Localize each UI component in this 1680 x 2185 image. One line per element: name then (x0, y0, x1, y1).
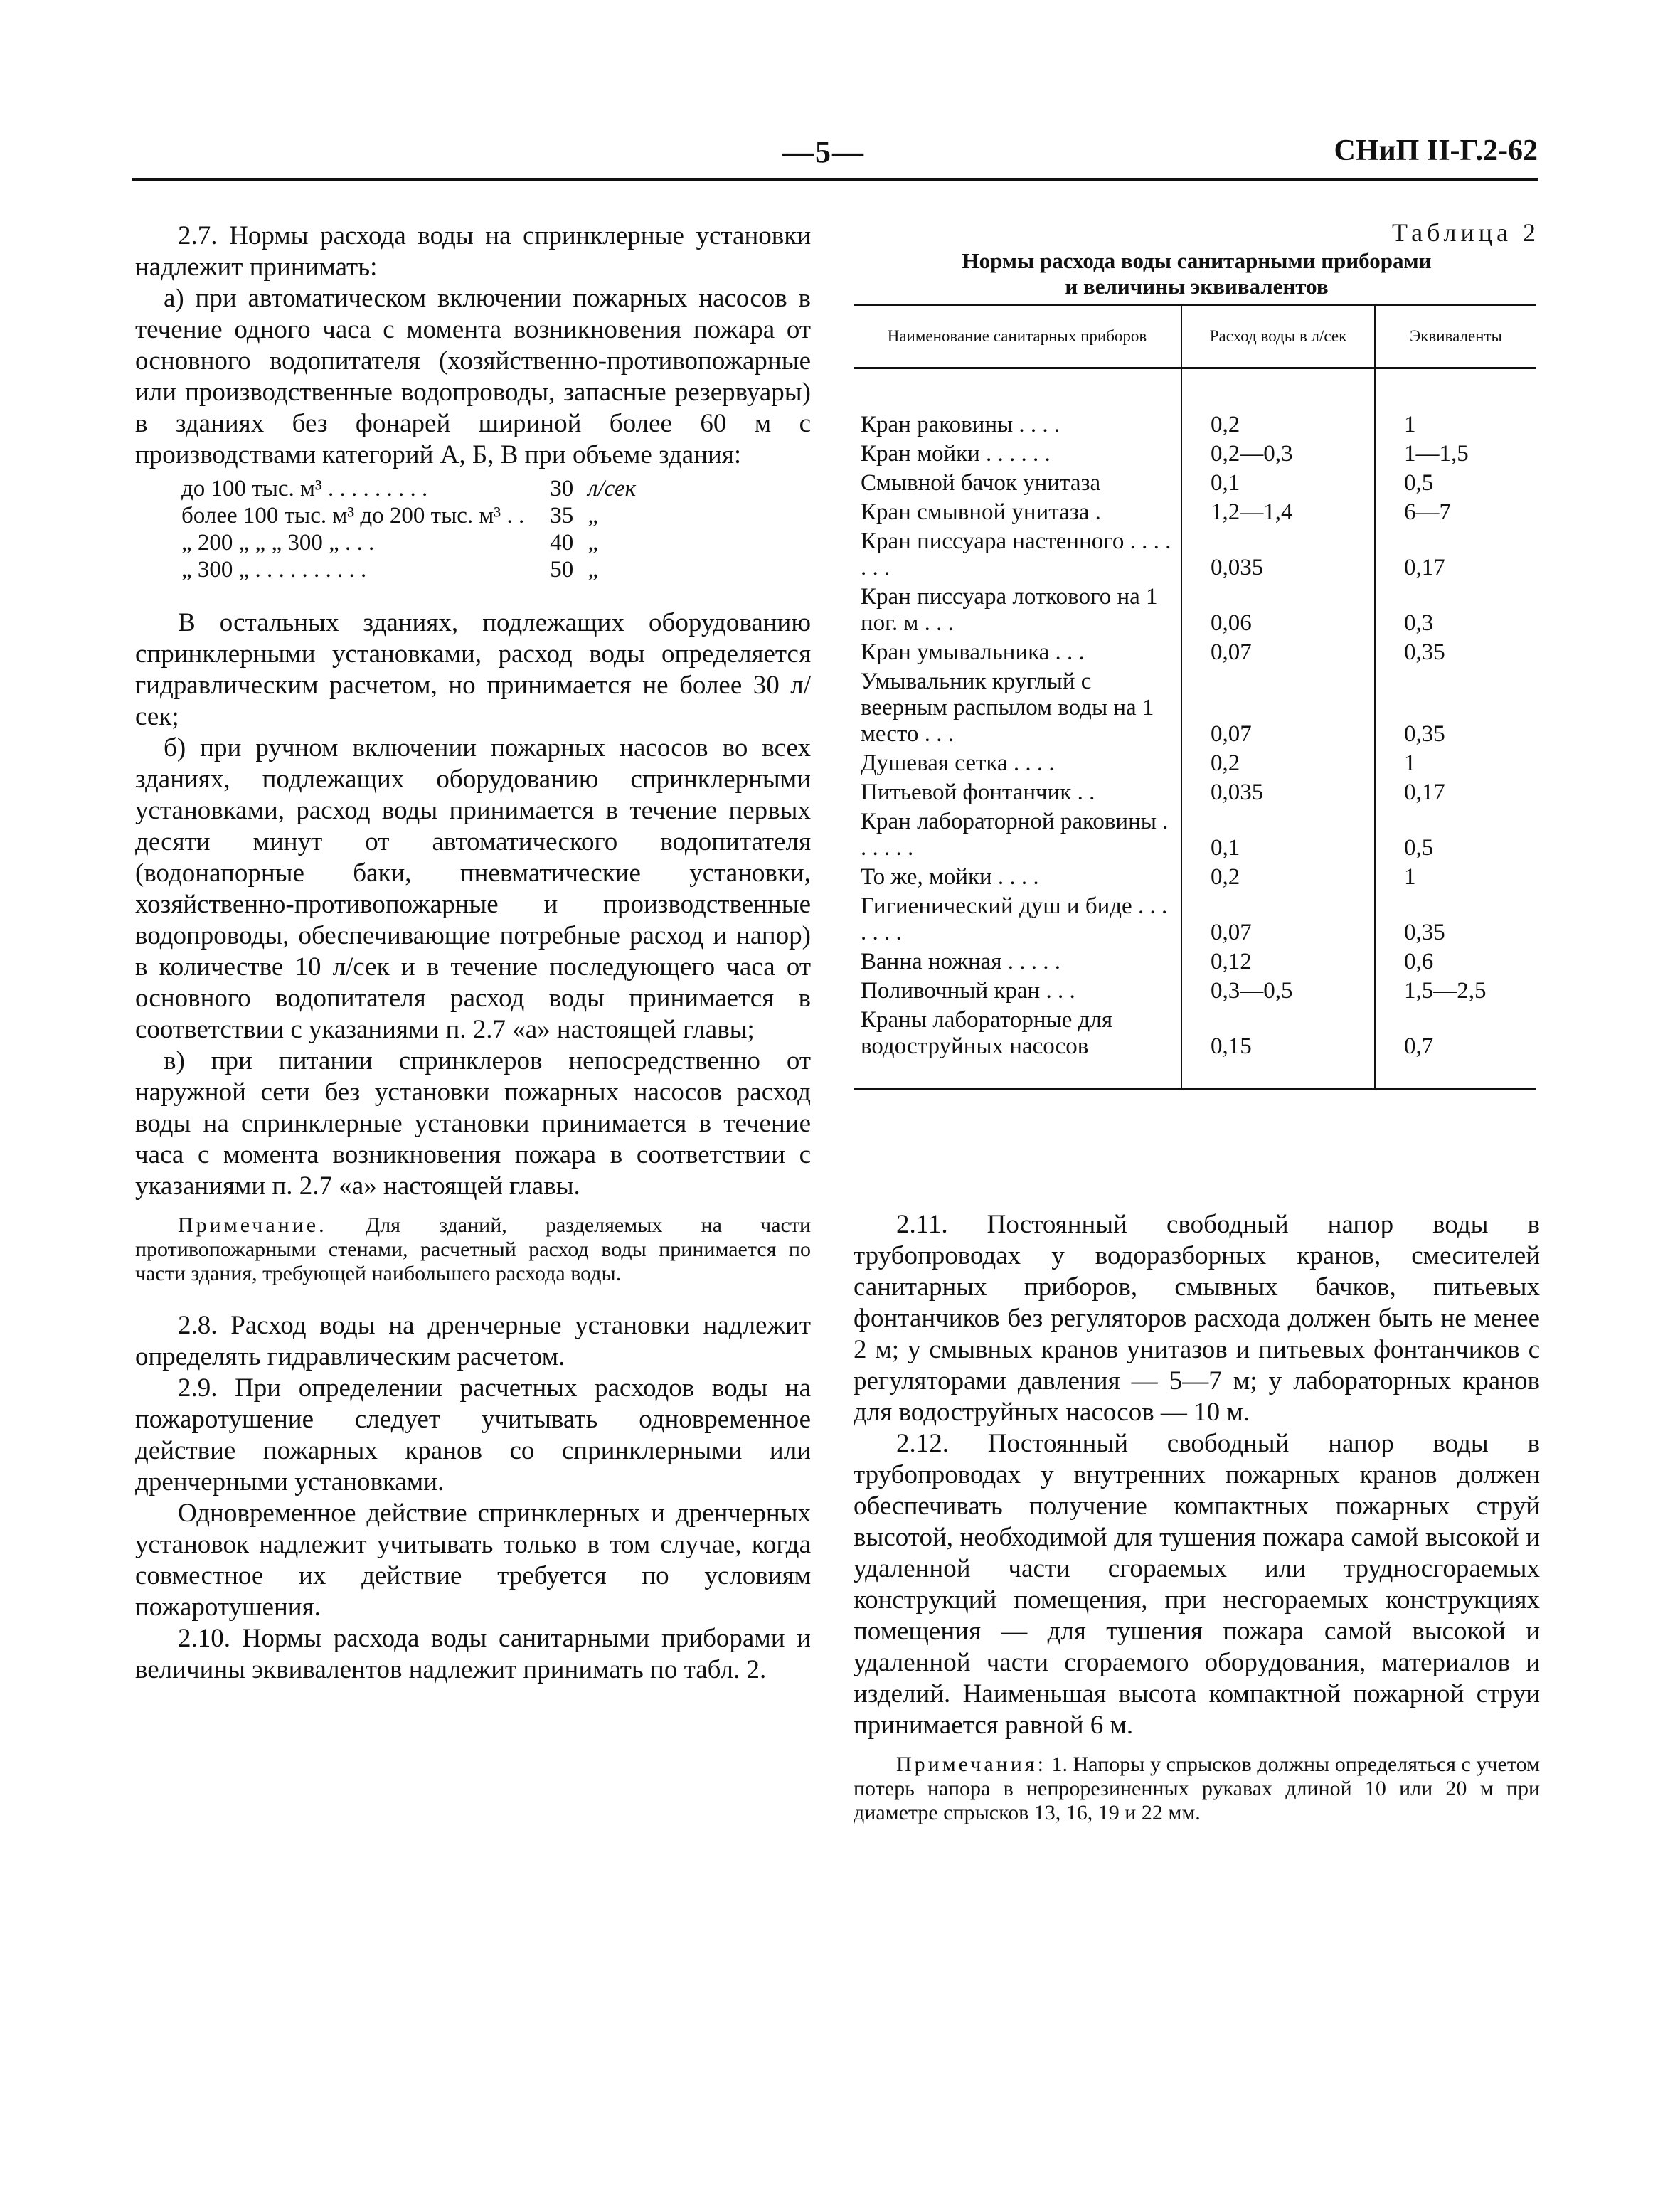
note-2-12 (854, 1753, 1540, 1825)
table-row (854, 527, 1536, 583)
header-flow: Расход воды в л/сек (1181, 305, 1375, 368)
right-column-text (854, 1209, 1540, 1825)
volume-unit: „ (588, 557, 601, 583)
paragraph-2-9: 2.9. При определении расчетных расходов воды на пожаротушение следует учитывать одновременное действие пожарных кранов со спринклерными или дренчерными установками. (135, 1373, 811, 1496)
volume-label: „ 200 „ „ „ 300 „ . . . (181, 530, 375, 555)
table-row (854, 368, 1536, 440)
table-row (854, 638, 1536, 667)
equivalent-value: 0,17 (1375, 778, 1536, 807)
volume-value: 50 (550, 557, 574, 583)
equivalent-value: 6—7 (1375, 498, 1536, 527)
header-equivalent: Эквиваленты (1375, 305, 1536, 368)
flow-value: 0,1 (1181, 807, 1375, 863)
document-code: СНиП II-Г.2-62 (1334, 134, 1538, 167)
paragraph-2-7-a: а) при автоматическом включении пожарных насосов в течение одного часа с момента возникновения пожара от основного водопитателя (хозяйственно-противопожарные или производственные водопроводы, запасные резервуары) в зданиях без фонарей шириной более 60 м с производствами категорий А, Б, В при объеме здания: (135, 284, 811, 469)
equivalent-value: 0,6 (1375, 947, 1536, 977)
volume-row (181, 502, 640, 529)
volume-value: 30 (550, 476, 574, 501)
flow-value: 0,2 (1181, 368, 1375, 440)
paragraph-2-12: 2.12. Постоянный свободный напор воды в трубопроводах у внутренних пожарных кранов должен обеспечивать получение компактных пожарных струй высотой, необходимой для тушения пожара самой высокой и удаленной части сгораемых или трудносгораемых конструкций помещения, при несгораемых конструкциях помещения — для тушения пожара самой высокой и удаленной части сгораемого оборудования, материалов и изделий. Наименьшая высота компактной пожарной струи принимается равной 6 м. (854, 1429, 1540, 1740)
device-name: Питьевой фонтанчик . . (861, 780, 1095, 805)
paragraph-2-7-b: б) при ручном включении пожарных насосов во всех зданиях, подлежащих оборудованию спринклерными установками, расход воды принимается в течение первых десяти минут от автоматического водопитателя (водонапорные баки, пневматические установки, хозяйственно-противопожарные и производственные водопроводы, обеспечивающие потребные расход и напор) в количестве 10 л/сек и в течение последующего часа от основного водопитателя расход воды принимается в соответствии с указаниями п. 2.7 «а» настоящей главы; (135, 733, 811, 1044)
table-row (854, 440, 1536, 469)
table-block (854, 217, 1540, 1090)
volume-row (181, 529, 640, 556)
table-title-line-2: и величины эквивалентов (1065, 274, 1329, 299)
equivalent-value: 0,5 (1375, 469, 1536, 498)
table-row (854, 863, 1536, 892)
equivalent-value: 0,7 (1375, 1006, 1536, 1090)
device-name: Кран умывальника . . . (861, 639, 1085, 665)
left-column (135, 220, 811, 1686)
volume-value: 40 (550, 530, 574, 555)
table-row (854, 749, 1536, 778)
volume-table (181, 475, 640, 583)
flow-value: 0,06 (1181, 583, 1375, 638)
paragraph-2-11: 2.11. Постоянный свободный напор воды в трубопроводах у водоразборных кранов, смесителей санитарных приборов, смывных бачков, питьевых фонтанчиков без регуляторов расхода должен быть не менее 2 м; у смывных кранов унитазов и питьевых фонтанчиков с регуляторами давления — 5—7 м; у лабораторных кранов для водоструйных насосов — 10 м. (854, 1210, 1540, 1427)
table-row (854, 667, 1536, 749)
table-row (854, 947, 1536, 977)
device-name: Кран писсуара настенного . . . . . . . (861, 528, 1171, 580)
device-name: Смывной бачок унитаза (861, 470, 1101, 496)
volume-unit: л/сек (588, 476, 637, 501)
table-row (854, 977, 1536, 1006)
flow-value: 0,2—0,3 (1181, 440, 1375, 469)
flow-value: 0,3—0,5 (1181, 977, 1375, 1006)
flow-value: 0,07 (1181, 667, 1375, 749)
note-label: Примечание. (178, 1213, 327, 1237)
volume-label: более 100 тыс. м³ до 200 тыс. м³ . . (181, 503, 525, 528)
paragraph-2-7: 2.7. Нормы расхода воды на спринклерные установки надлежит принимать: (135, 221, 811, 282)
equivalent-value: 0,5 (1375, 807, 1536, 863)
flow-value: 0,12 (1181, 947, 1375, 977)
equivalent-value: 0,17 (1375, 527, 1536, 583)
table-row (854, 778, 1536, 807)
table-row (854, 498, 1536, 527)
flow-value: 0,1 (1181, 469, 1375, 498)
device-name: То же, мойки . . . . (861, 864, 1039, 890)
device-name: Умывальник круглый с веерным распылом воды на 1 место . . . (861, 669, 1154, 747)
device-name: Поливочный кран . . . (861, 978, 1075, 1004)
paragraph-other-buildings: В остальных зданиях, подлежащих оборудованию спринклерными установками, расход воды определяется гидравлическим расчетом, но принимается не более 30 л/сек; (135, 608, 811, 731)
volume-row (181, 475, 640, 502)
paragraph-2-8: 2.8. Расход воды на дренчерные установки надлежит определять гидравлическим расчетом. (135, 1311, 811, 1371)
flow-value: 0,2 (1181, 749, 1375, 778)
volume-row (181, 556, 640, 583)
table-row (854, 583, 1536, 638)
paragraph-2-7-v: в) при питании спринклеров непосредственно от наружной сети без установки пожарных насосов расход воды на спринклерные установки принимается в течение часа с момента возникновения пожара в соответствии с указаниями п. 2.7 «а» настоящей главы. (135, 1046, 811, 1201)
device-name: Краны лабораторные для водоструйных насосов (854, 1006, 1181, 1090)
volume-value: 35 (550, 503, 574, 528)
table-row (854, 807, 1536, 863)
equivalent-value: 1 (1375, 749, 1536, 778)
table-title-line-1: Нормы расхода воды санитарными приборами (962, 248, 1432, 273)
device-name: Ванна ножная . . . . . (861, 949, 1060, 974)
equivalent-value: 0,3 (1375, 583, 1536, 638)
device-name: Гигиенический душ и биде . . . . . . . (861, 893, 1168, 945)
equivalent-value: 0,35 (1375, 667, 1536, 749)
page-number: —5— (782, 134, 865, 169)
equivalent-value: 1 (1375, 863, 1536, 892)
note-text: Для зданий, разделяемых на части противопожарными стенами, расчетный расход воды принимается по части здания, требующей наибольшего расхода воды. (135, 1213, 811, 1285)
equivalent-value: 1,5—2,5 (1375, 977, 1536, 1006)
device-name: Кран писсуара лоткового на 1 пог. м . . . (861, 584, 1158, 636)
volume-label: „ 300 „ . . . . . . . . . . (181, 557, 367, 583)
paragraph-2-10: 2.10. Нормы расхода воды санитарными приборами и величины эквивалентов надлежит принимать по табл. 2. (135, 1624, 811, 1684)
table-row (854, 1006, 1536, 1090)
equivalent-value: 1—1,5 (1375, 440, 1536, 469)
flow-value: 0,2 (1181, 863, 1375, 892)
table-label: Таблица 2 (1392, 218, 1540, 247)
flow-value: 0,035 (1181, 527, 1375, 583)
device-name: Душевая сетка . . . . (861, 750, 1055, 776)
equivalent-value: 0,35 (1375, 892, 1536, 947)
table-row (854, 469, 1536, 498)
equivalent-value: 0,35 (1375, 638, 1536, 667)
volume-label: до 100 тыс. м³ . . . . . . . . . (181, 476, 428, 501)
notes-text: 1. Напоры у спрысков должны определяться с учетом потерь напора в непрорезиненных рукавах длиной 10 или 20 м при диаметре спрысков 13, 16, 19 и 22 мм. (854, 1753, 1540, 1824)
flow-value: 0,035 (1181, 778, 1375, 807)
header-name: Наименование санитарных приборов (854, 305, 1181, 368)
device-name: Кран смывной унитаза . (861, 499, 1101, 525)
sanitary-table (854, 304, 1536, 1090)
flow-value: 0,07 (1181, 638, 1375, 667)
volume-unit: „ (588, 530, 601, 555)
flow-value: 1,2—1,4 (1181, 498, 1375, 527)
device-name: Кран раковины . . . . (861, 412, 1060, 437)
note-2-7 (135, 1213, 811, 1286)
paragraph-2-9-b: Одновременное действие спринклерных и дренчерных установок надлежит учитывать только в том случае, когда совместное их действие требуется по условиям пожаротушения. (135, 1499, 811, 1622)
equivalent-value: 1 (1375, 368, 1536, 440)
notes-label: Примечания: (896, 1753, 1046, 1776)
header-rule (132, 178, 1538, 181)
device-name: Кран лабораторной раковины . . . . . . (861, 809, 1169, 861)
volume-unit: „ (588, 503, 601, 528)
flow-value: 0,07 (1181, 892, 1375, 947)
flow-value: 0,15 (1181, 1006, 1375, 1090)
device-name: Кран мойки . . . . . . (861, 441, 1051, 467)
table-row (854, 892, 1536, 947)
